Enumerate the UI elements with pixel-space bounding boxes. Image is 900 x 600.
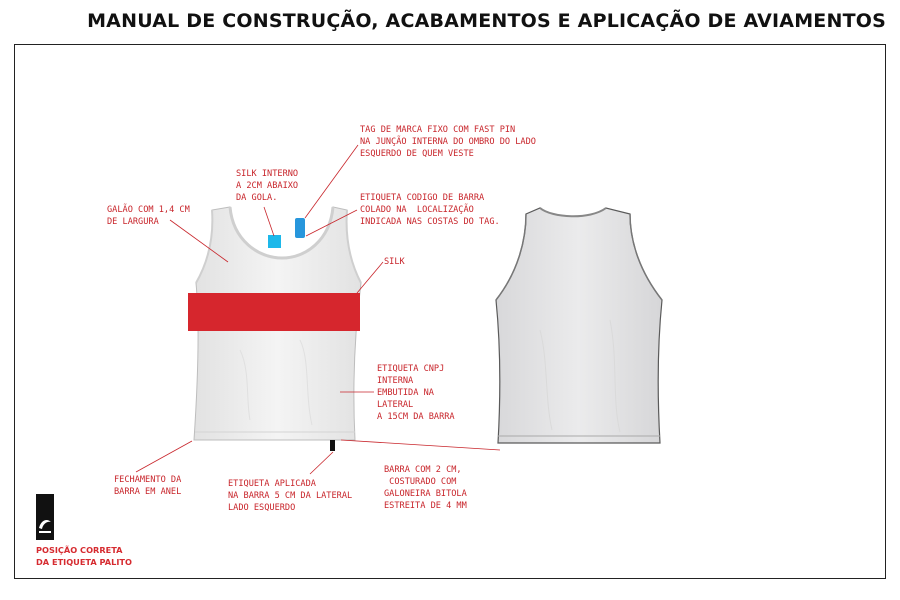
page-title: MANUAL DE CONSTRUÇÃO, ACABAMENTOS E APLICAÇÃO DE AVIAMENTOS xyxy=(87,10,886,32)
tag-position-label: POSIÇÃO CORRETA DA ETIQUETA PALITO xyxy=(36,545,132,567)
silk-interno-mark xyxy=(268,235,281,248)
note-tag-marca: TAG DE MARCA FIXO COM FAST PIN NA JUNÇÃO INTERNA DO OMBRO DO LADO ESQUERDO DE QUEM VESTE xyxy=(360,125,536,159)
note-galao: GALÃO COM 1,4 CM DE LARGURA xyxy=(107,205,190,227)
note-etiqueta-codigo: ETIQUETA CODIGO DE BARRA COLADO NA LOCALIZAÇÃO INDICADA NAS COSTAS DO TAG. xyxy=(360,193,500,227)
note-etiqueta-aplicada: ETIQUETA APLICADA NA BARRA 5 CM DA LATERAL LADO ESQUERDO xyxy=(228,479,353,513)
brand-tag-mark xyxy=(295,218,305,238)
note-silk-interno: SILK INTERNO A 2CM ABAIXO DA GOLA. xyxy=(236,169,299,203)
note-etiqueta-cnpj: ETIQUETA CNPJ INTERNA EMBUTIDA NA LATERAL A 15CM DA BARRA xyxy=(377,364,455,422)
note-fechamento: FECHAMENTO DA BARRA EM ANEL xyxy=(114,475,182,497)
note-barra: BARRA COM 2 CM, COSTURADO COM GALONEIRA BITOLA ESTREITA DE 4 MM xyxy=(384,465,467,511)
quiksilver-logo-tag-icon xyxy=(36,494,54,540)
silk-band xyxy=(188,293,360,331)
tank-top-front-icon xyxy=(188,207,361,451)
note-silk: SILK xyxy=(384,257,405,267)
label-tag-mark xyxy=(330,440,335,451)
tank-top-back-icon xyxy=(496,208,662,443)
